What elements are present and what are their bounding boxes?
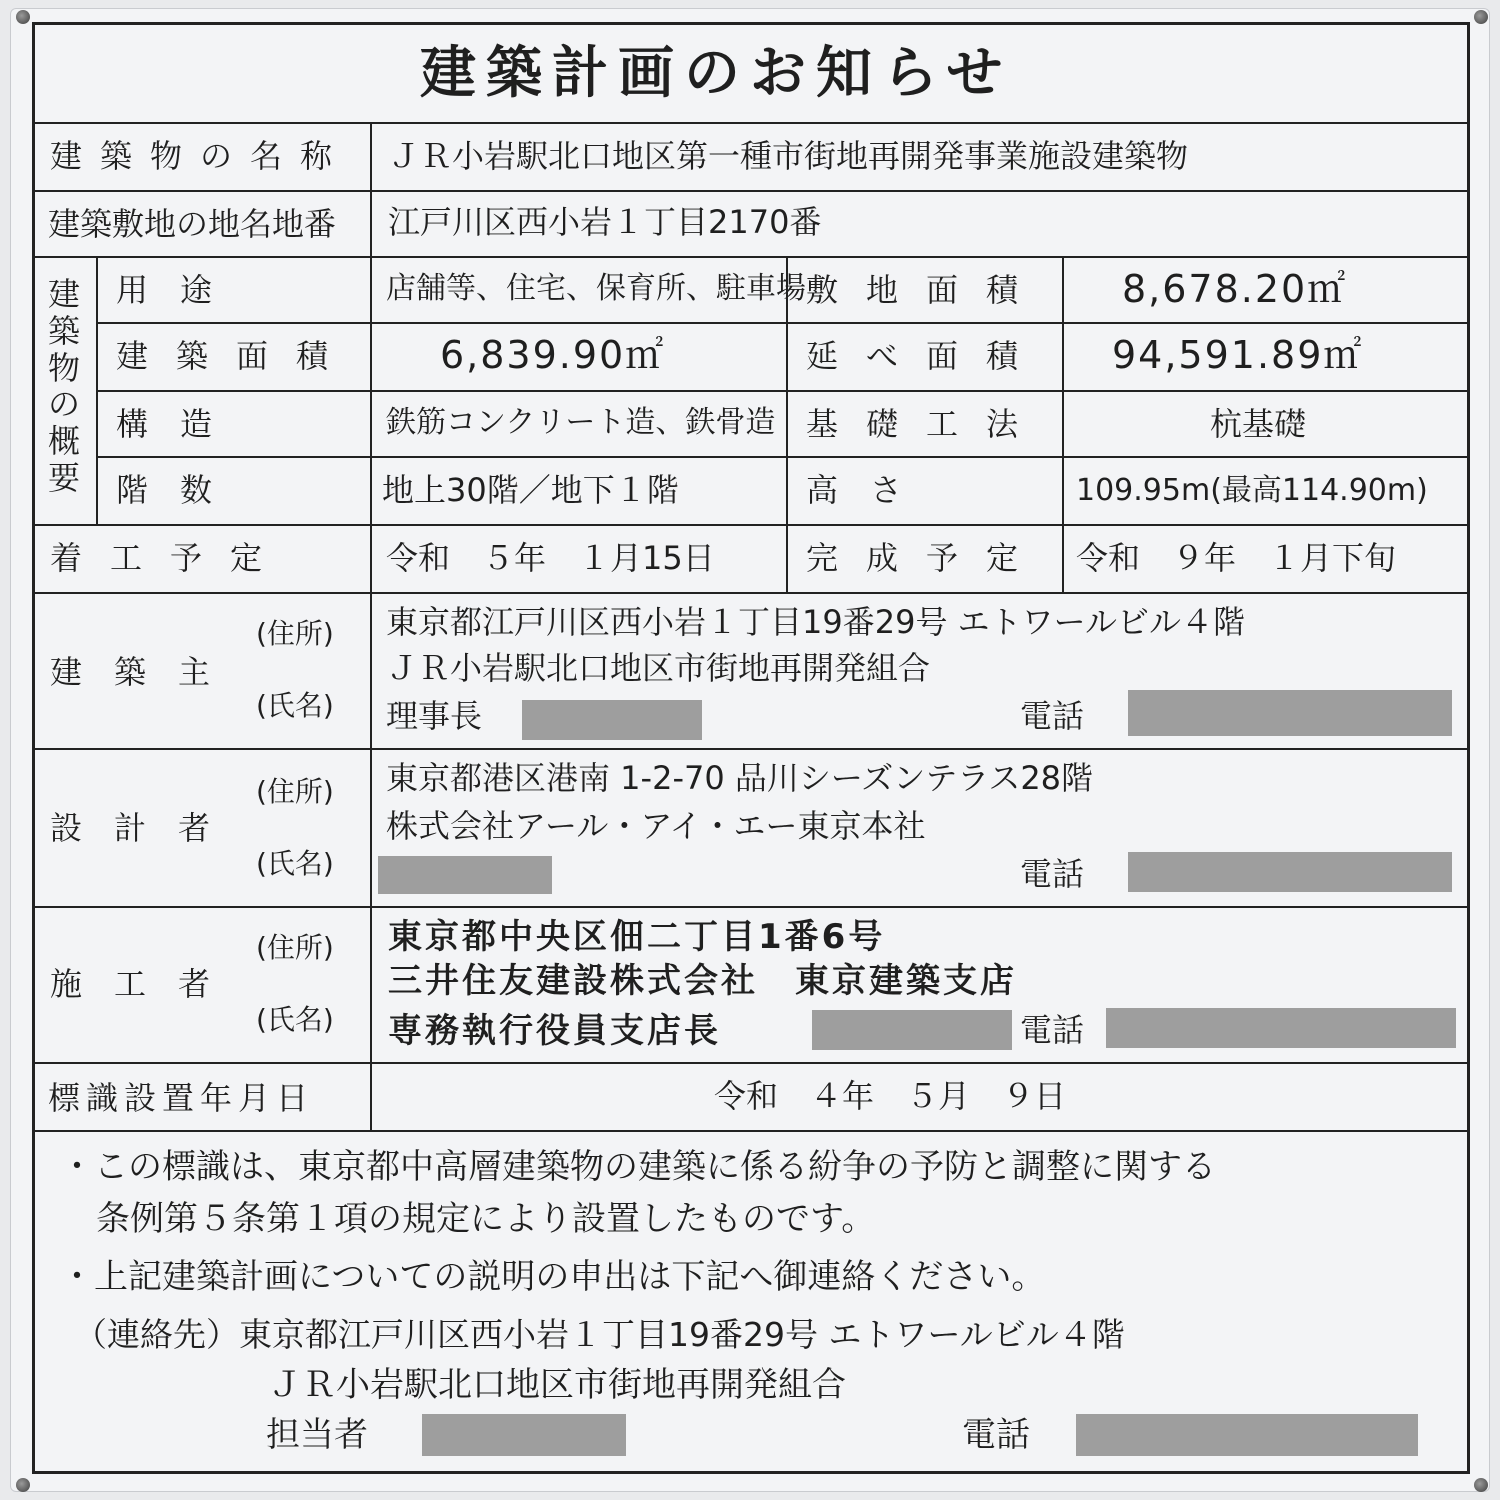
structure-value: 鉄筋コンクリート造、鉄骨造 [386,405,776,440]
owner-tel-label: 電話 [1020,697,1085,735]
designer-name-tag: (氏名) [256,847,334,880]
floor-area-value: 94,591.89㎡ [1112,333,1364,377]
floor-area-label: 延べ面積 [806,337,1047,375]
owner-address: 東京都江戸川区西小岩１丁目19番29号 エトワールビル４階 [386,603,1245,641]
site-address-label: 建築敷地の地名地番 [48,205,337,243]
floors-value: 地上30階／地下１階 [382,471,679,509]
contractor-title: 専務執行役員支店長 [388,1011,721,1051]
contractor-name-tag: (氏名) [256,1003,334,1036]
building-name-label: 建築物の名称 [50,137,351,175]
sign-date-value: 令和 ４年 ５月 ９日 [714,1077,1067,1115]
designer-address: 東京都港区港南 1-2-70 品川シーズンテラス28階 [386,759,1094,797]
redacted-contractor-tel [1106,1008,1456,1048]
contractor-company: 三井住友建設株式会社 東京建築支店 [388,961,1017,1001]
structure-label: 構 造 [116,405,213,443]
site-area-label: 敷地面積 [806,271,1047,309]
start-value: 令和 ５年 １月15日 [386,539,715,577]
designer-label: 設 計 者 [50,809,211,847]
redacted-contractor-name [812,1010,1012,1050]
building-area-value: 6,839.90㎡ [440,333,666,377]
redacted-contact-tel [1076,1414,1418,1456]
owner-title: 理事長 [386,697,483,735]
contact-tel-label: 電話 [962,1415,1030,1455]
site-address-value: 江戸川区西小岩１丁目2170番 [388,203,822,241]
notice-title: 建築計画のお知らせ [420,41,1013,106]
redacted-contact-person [422,1414,626,1456]
contractor-label: 施 工 者 [50,965,211,1003]
foundation-label: 基礎工法 [806,405,1047,443]
contractor-tel-label: 電話 [1020,1011,1085,1049]
owner-organization: ＪＲ小岩駅北口地区市街地再開発組合 [386,649,931,687]
contact-person-label: 担当者 [266,1415,368,1455]
note-1a: ・この標識は、東京都中高層建築物の建築に係る紛争の予防と調整に関する [60,1147,1216,1187]
designer-address-tag: (住所) [256,775,334,808]
screw-icon [1474,10,1488,24]
floors-label: 階 数 [116,471,213,509]
screw-icon [16,1478,30,1492]
redacted-designer-name [378,856,552,894]
redacted-designer-tel [1128,852,1452,892]
use-value: 店舗等、住宅、保育所、駐車場 [386,271,806,306]
contact-address: （連絡先）東京都江戸川区西小岩１丁目19番29号 エトワールビル４階 [74,1315,1125,1354]
building-name-value: ＪＲ小岩駅北口地区第一種市街地再開発事業施設建築物 [388,137,1189,175]
note-1b: 条例第５条第１項の規定により設置したものです。 [96,1199,876,1239]
height-label: 高 さ [806,471,903,509]
finish-value: 令和 ９年 １月下旬 [1076,539,1397,577]
owner-name-tag: (氏名) [256,689,334,722]
start-label: 着工予定 [50,539,291,577]
screw-icon [16,10,30,24]
owner-address-tag: (住所) [256,617,334,650]
designer-tel-label: 電話 [1020,855,1085,893]
contact-organization: ＪＲ小岩駅北口地区市街地再開発組合 [268,1365,846,1405]
owner-label: 建 築 主 [50,653,211,691]
use-label: 用 途 [116,271,213,309]
screw-icon [1474,1478,1488,1492]
height-value: 109.95m(最高114.90m) [1076,473,1428,508]
building-area-label: 建築面積 [116,337,357,375]
contractor-address: 東京都中央区佃二丁目1番6号 [388,917,886,957]
contractor-address-tag: (住所) [256,931,334,964]
sign-date-label: 標識設置年月日 [48,1079,315,1117]
foundation-value: 杭基礎 [1210,405,1307,443]
finish-label: 完成予定 [806,539,1047,577]
designer-company: 株式会社アール・アイ・エー東京本社 [386,807,926,845]
overview-group-label: 建 築 物 の 概 要 [47,275,80,497]
redacted-owner-tel [1128,690,1452,736]
site-area-value: 8,678.20㎡ [1122,267,1348,311]
redacted-owner-name [522,700,702,740]
note-2: ・上記建築計画についての説明の申出は下記へ御連絡ください。 [60,1257,1046,1297]
